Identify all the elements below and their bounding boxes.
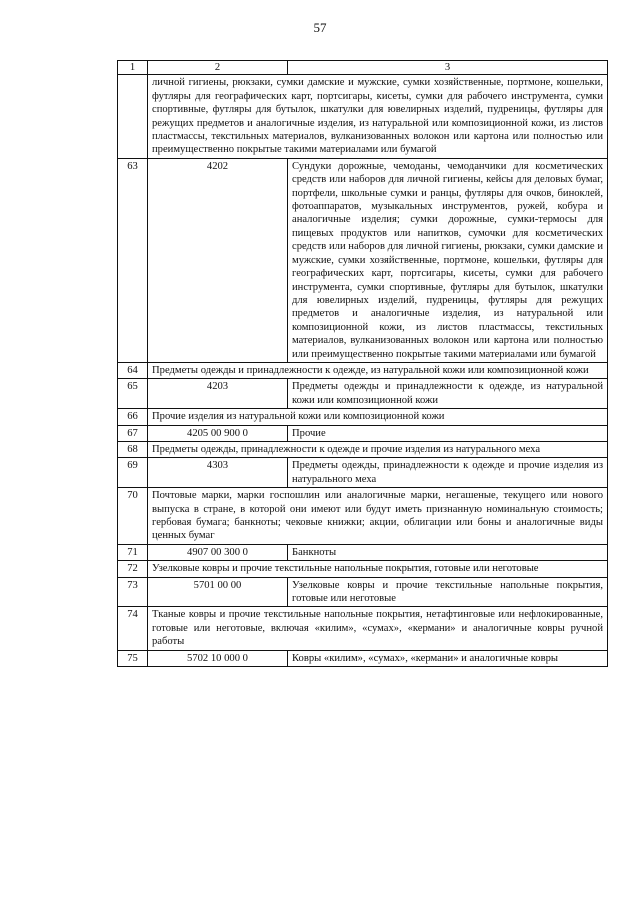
- table-row: [118, 441, 608, 457]
- table-row: [118, 158, 608, 362]
- tn-ved-code: 4205 00 900 0: [148, 425, 288, 441]
- table-row: [118, 650, 608, 666]
- column-header: 2: [148, 61, 288, 75]
- table-row: [118, 561, 608, 577]
- tn-ved-code: 4203: [148, 379, 288, 409]
- table-header-row: [118, 61, 608, 75]
- row-number: 73: [118, 577, 148, 607]
- goods-description: Предметы одежды, принадлежности к одежде и прочие изделия из натурального меха: [288, 458, 608, 488]
- goods-description: Банкноты: [288, 544, 608, 560]
- tn-ved-code: 4907 00 300 0: [148, 544, 288, 560]
- column-header: 3: [288, 61, 608, 75]
- row-number: 67: [118, 425, 148, 441]
- table-row: [118, 362, 608, 378]
- table-row: [118, 75, 608, 158]
- goods-description: Прочие: [288, 425, 608, 441]
- row-number: 64: [118, 362, 148, 378]
- goods-group-heading: Узелковые ковры и прочие текстильные напольные покрытия, готовые или неготовые: [148, 561, 608, 577]
- tn-ved-code: 5701 00 00: [148, 577, 288, 607]
- goods-group-heading: Почтовые марки, марки госпошлин или аналогичные марки, негашеные, текущего или нового выпуска в стране, в которой они имеют или будут иметь признанную номинальную стоимость; гербовая бумага; банкноты; чековые книжки; акции, облигации или боны и аналогичные виды ценных бумаг: [148, 488, 608, 545]
- row-number: 65: [118, 379, 148, 409]
- row-number: 68: [118, 441, 148, 457]
- goods-description: Сундуки дорожные, чемоданы, чемоданчики для косметических средств или наборов для личной гигиены, кейсы для деловых бумаг, портфели, школьные сумки и ранцы, футляры для очков, биноклей, фотоаппаратов, музыкальных инструментов, ружей, кобура и аналогичные изделия; сумки дорожные, сумки-термосы для пищевых продуктов или напитков, сумочки для косметических средств или наборов для личной гигиены, рюкзаки, сумки дамские и мужские, сумки хозяйственные, портмоне, кошельки, футляры для географических карт, портсигары, кисеты, сумки для рабочего инструмента, сумки спортивные, футляры для бутылок, шкатулки для ювелирных изделий, пудреницы, футляры для режущих предметов и аналогичные изделия, из натуральной или композиционной кожи, из листов пластмассы, текстильных материалов, вулканизованных волокон или картона или полностью или преимущественно покрытые такими материалами или бумагой: [288, 158, 608, 362]
- table-row: [118, 409, 608, 425]
- row-number: 70: [118, 488, 148, 545]
- goods-table: [117, 60, 608, 667]
- row-number: 72: [118, 561, 148, 577]
- goods-description: Предметы одежды и принадлежности к одежде, из натуральной кожи или композиционной кожи: [288, 379, 608, 409]
- row-number: 74: [118, 607, 148, 650]
- column-header: 1: [118, 61, 148, 75]
- table-row: [118, 607, 608, 650]
- row-number: [118, 75, 148, 158]
- tn-ved-code: 4303: [148, 458, 288, 488]
- tn-ved-code: 4202: [148, 158, 288, 362]
- goods-description: Ковры «килим», «сумах», «кермани» и аналогичные ковры: [288, 650, 608, 666]
- goods-group-heading: Предметы одежды и принадлежности к одежде, из натуральной кожи или композиционной кожи: [148, 362, 608, 378]
- tn-ved-code: 5702 10 000 0: [148, 650, 288, 666]
- table-row: [118, 544, 608, 560]
- goods-group-heading: Предметы одежды, принадлежности к одежде и прочие изделия из натурального меха: [148, 441, 608, 457]
- row-number: 66: [118, 409, 148, 425]
- row-number: 71: [118, 544, 148, 560]
- page-number: 57: [313, 20, 327, 35]
- table-row: [118, 458, 608, 488]
- table-row: [118, 425, 608, 441]
- table-row: [118, 577, 608, 607]
- row-number: 75: [118, 650, 148, 666]
- row-number: 63: [118, 158, 148, 362]
- goods-table-body: [118, 61, 608, 667]
- goods-group-heading: Прочие изделия из натуральной кожи или композиционной кожи: [148, 409, 608, 425]
- row-number: 69: [118, 458, 148, 488]
- table-row: [118, 488, 608, 545]
- goods-description: Узелковые ковры и прочие текстильные напольные покрытия, готовые или неготовые: [288, 577, 608, 607]
- goods-group-heading: личной гигиены, рюкзаки, сумки дамские и мужские, сумки хозяйственные, портмоне, кошельки, футляры для географических карт, портсигары, кисеты, сумки для рабочего инструмента, сумки спортивные, футляры для бутылок, шкатулки для ювелирных изделий, пудреницы, футляры для режущих предметов и аналогичные изделия, из натуральной или композиционной кожи, из листов пластмассы, текстильных материалов, вулканизованных волокон или картона или полностью или преимущественно покрытые такими материалами или бумагой: [148, 75, 608, 158]
- goods-group-heading: Тканые ковры и прочие текстильные напольные покрытия, нетафтинговые или нефлокированные, готовые или неготовые, включая «килим», «сумах», «кермани» и аналогичные ковры ручной работы: [148, 607, 608, 650]
- table-row: [118, 379, 608, 409]
